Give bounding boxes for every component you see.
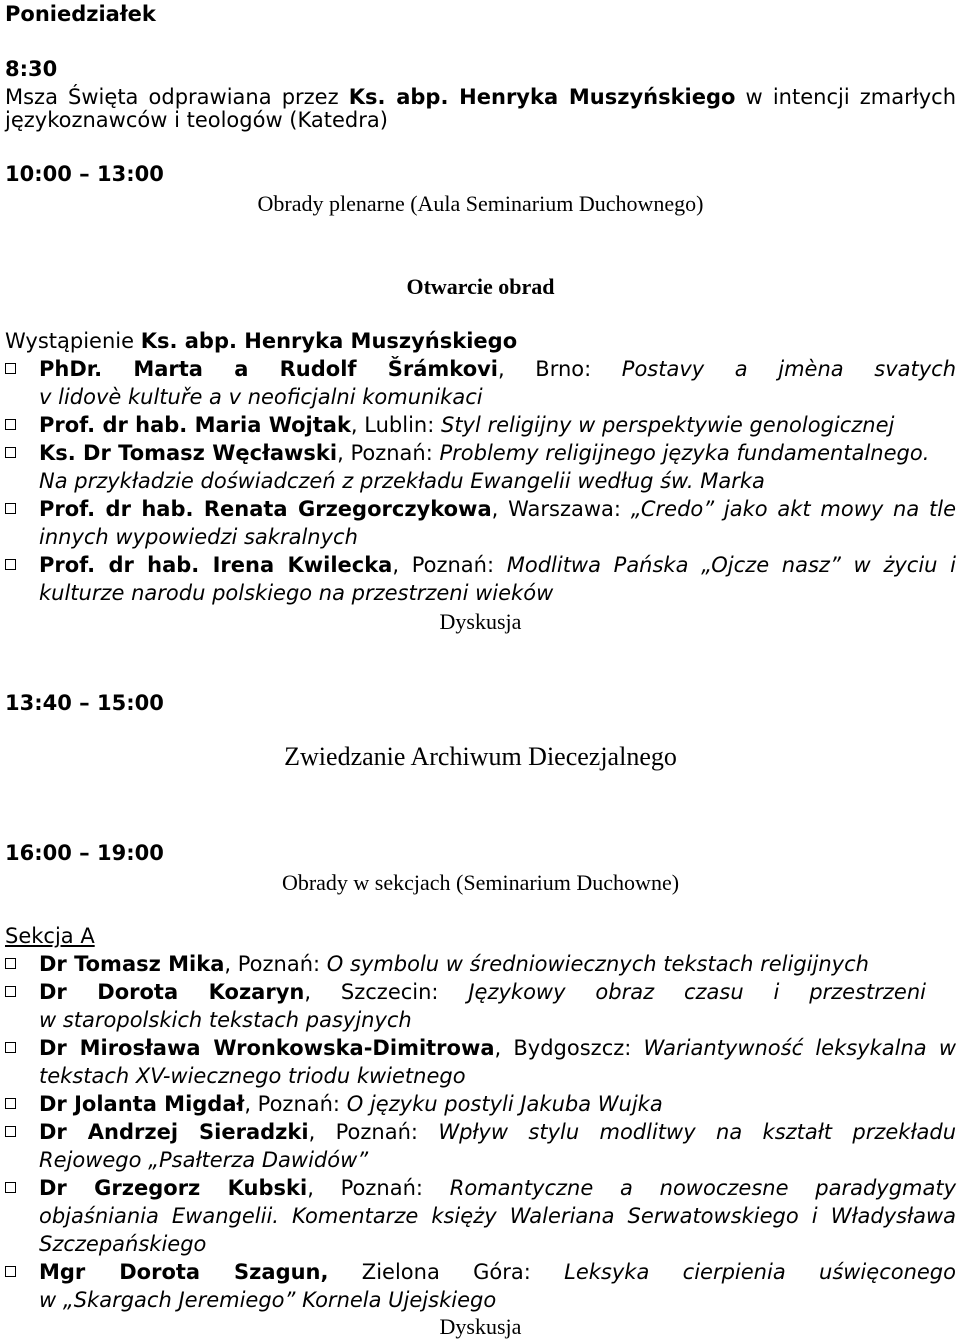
talk-title: O symbolu w średniowiecznych tekstach religijnych (326, 952, 869, 976)
section-a-heading: Sekcja A (5, 924, 95, 948)
speaker-name: Dr Tomasz Mika (39, 952, 225, 976)
speaker-name: Dr Jolanta Migdał (39, 1092, 245, 1116)
talk-title: „Credo” jako akt mowy na tle (630, 497, 956, 521)
speaker-city: , Poznań: (224, 952, 327, 976)
talk-title: Modlitwa Pańska „Ojcze nasz” w życiu i (506, 553, 957, 577)
checkbox-bullet-icon (5, 419, 16, 430)
talk-title-cont: w „Skargach Jeremiego” Kornela Ujejskiego (39, 1288, 497, 1312)
time-13-40: 13:40 – 15:00 (5, 691, 164, 715)
talk-title-cont: kulturze narodu polskiego na przestrzeni wieków (39, 581, 554, 605)
mass-line-2: językoznawców i teologów (Katedra) (5, 108, 388, 132)
checkbox-bullet-icon (5, 958, 16, 969)
checkbox-bullet-icon (5, 986, 16, 997)
talk-title: Postavy a jmèna svatych (621, 357, 957, 381)
talk-title-cont: tekstach XV-wiecznego triodu kwietnego (39, 1064, 466, 1088)
mass-celebrant: Ks. abp. Henryka Muszyńskiego (348, 85, 736, 109)
talk-title: Styl religijny w perspektywie genologicznej (440, 413, 895, 437)
checkbox-bullet-icon (5, 503, 16, 514)
speaker-city: , Warszawa: (491, 497, 631, 521)
speaker-city: , Poznań: (337, 441, 440, 465)
checkbox-bullet-icon (5, 447, 16, 458)
sections-heading: Obrady w sekcjach (Seminarium Duchowne) (281, 870, 680, 895)
talk-title-cont: innych wypowiedzi sakralnych (39, 525, 358, 549)
speech-line (5, 327, 956, 355)
speaker-name: Ks. Dr Tomasz Węcławski (39, 441, 338, 465)
talk-title: Wariantywność leksykalna w (643, 1036, 956, 1060)
talk-title-cont: objaśniania Ewangelii. Komentarze księży Waleriana Serwatowskiego i Władysława (39, 1204, 956, 1228)
talk-title: Problemy religijnego języka fundamentalnego. (439, 441, 930, 465)
time-10-00: 10:00 – 13:00 (5, 162, 164, 186)
talk-title-cont: v lidovè kultuře a v neoficjalni komunikaci (39, 385, 483, 409)
speaker-city: , Szczecin: (304, 980, 469, 1004)
checkbox-bullet-icon (5, 1098, 16, 1109)
discussion-label: Dyskusja (439, 1314, 522, 1339)
opening-heading: Otwarcie obrad (406, 274, 555, 299)
talk-title: Językowy obraz czasu i przestrzeni (468, 980, 926, 1004)
time-8-30: 8:30 (5, 57, 58, 81)
day-heading: Poniedziałek (5, 2, 156, 26)
speech-label: Wystąpienie (5, 329, 141, 353)
talk-title: Romantyczne a nowoczesne paradygmaty (449, 1176, 957, 1200)
checkbox-bullet-icon (5, 1182, 16, 1193)
mass-text: Msza Święta odprawiana przez (5, 85, 349, 109)
checkbox-bullet-icon (5, 1126, 16, 1137)
speaker-city: Zielona Góra: (328, 1260, 565, 1284)
talk-title-cont: w staropolskich tekstach pasyjnych (39, 1008, 412, 1032)
speaker-city: , Bydgoszcz: (494, 1036, 644, 1060)
speaker-name: Mgr Dorota Szagun, (39, 1260, 329, 1284)
speaker-name: Dr Grzegorz Kubski (39, 1176, 308, 1200)
speaker-name: Dr Dorota Kozaryn (39, 980, 305, 1004)
checkbox-bullet-icon (5, 1042, 16, 1053)
speaker-city: , Poznań: (308, 1120, 439, 1144)
talk-title-cont: Szczepańskiego (39, 1232, 207, 1256)
speaker-name: Prof. dr hab. Renata Grzegorczykowa (39, 497, 492, 521)
discussion-label: Dyskusja (439, 609, 522, 634)
speaker-name: PhDr. Marta a Rudolf Šrámkovi (39, 357, 499, 381)
speaker-city: , Lublin: (350, 413, 441, 437)
speaker-city: , Poznań: (244, 1092, 347, 1116)
archive-visit-heading: Zwiedzanie Archiwum Diecezjalnego (284, 742, 677, 771)
speech-speaker: Ks. abp. Henryka Muszyńskiego (140, 329, 518, 353)
speaker-name: Prof. dr hab. Maria Wojtak (39, 413, 351, 437)
talk-title: Leksyka cierpienia uświęconego (564, 1260, 956, 1284)
speaker-name: Dr Andrzej Sieradzki (39, 1120, 309, 1144)
speaker-city: , Brno: (498, 357, 622, 381)
checkbox-bullet-icon (5, 363, 16, 374)
time-16-00: 16:00 – 19:00 (5, 841, 164, 865)
plenary-heading: Obrady plenarne (Aula Seminarium Duchownego) (257, 191, 704, 216)
checkbox-bullet-icon (5, 1266, 16, 1277)
speaker-city: , Poznań: (392, 553, 507, 577)
talk-title-cont: Na przykładzie doświadczeń z przekładu Ewangelii według św. Marka (39, 469, 765, 493)
speaker-name: Dr Mirosława Wronkowska-Dimitrowa (39, 1036, 495, 1060)
talk-title: Wpływ stylu modlitwy na kształt przekładu (438, 1120, 957, 1144)
speaker-city: , Poznań: (307, 1176, 450, 1200)
speaker-name: Prof. dr hab. Irena Kwilecka (39, 553, 393, 577)
checkbox-bullet-icon (5, 559, 16, 570)
talk-title: O języku postyli Jakuba Wujka (346, 1092, 663, 1116)
mass-intention: w intencji zmarłych (735, 85, 956, 109)
talk-title-cont: Rejowego „Psałterza Dawidów” (39, 1148, 369, 1172)
